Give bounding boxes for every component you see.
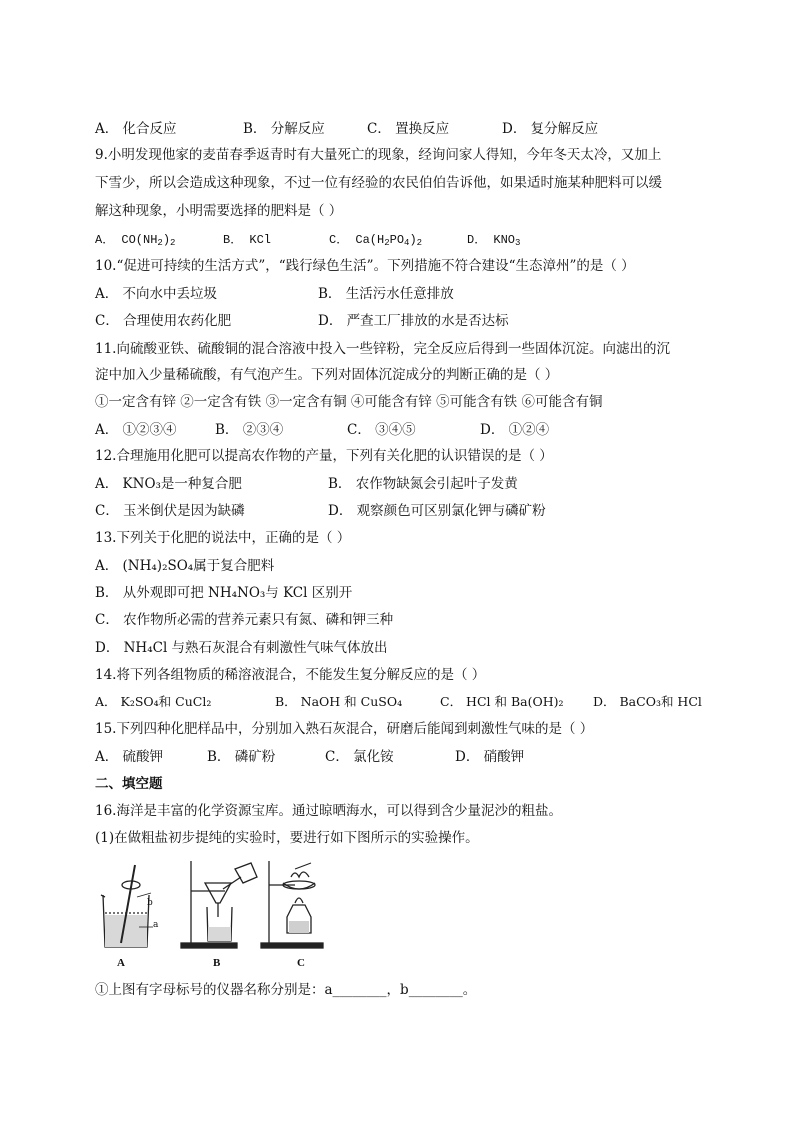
q11-choices: ①一定含有锌 ②一定含有铁 ③一定含有铜 ④可能含有锌 ⑤可能含有铁 ⑥可能含有铜 <box>95 394 603 410</box>
q8-option-d: D． 复分解反应 <box>502 121 599 137</box>
q9-option-b: B． KCl <box>223 233 272 247</box>
mark-b-label: b <box>147 898 153 908</box>
q11-option-c: C． ③④⑤ <box>347 422 416 438</box>
mark-a-label: a <box>153 920 159 930</box>
q16-text: 16.海洋是丰富的化学资源宝库。通过晾晒海水，可以得到含少量泥沙的粗盐。 <box>95 803 562 819</box>
q9-option-c: C． $Ca(H_2PO_4)_2$ <box>329 233 423 248</box>
q12-option-d: D． 观察颜色可区别氯化钾与磷矿粉 <box>328 503 546 519</box>
q11-text-line2: 淀中加入少量稀硫酸，有气泡产生。下列对固体沉淀成分的判断正确的是（ ） <box>95 367 559 383</box>
q12-option-b: B． 农作物缺氮会引起叶子发黄 <box>328 476 518 492</box>
figure-label-a: A <box>117 957 125 969</box>
q14-option-b: B． NaOH 和 CuSO₄ <box>275 694 403 709</box>
q9-text-line1: 9.小明发现他家的麦苗春季返青时有大量死亡的现象，经询问家人得知，今年冬天太冷，又加上 <box>95 147 662 163</box>
q10-option-c: C． 合理使用农药化肥 <box>95 313 232 329</box>
q14-option-a: A． K₂SO₄和 CuCl₂ <box>95 694 212 709</box>
q10-text: 10.“促进可持续的生活方式”，“践行绿色生活”。下列措施不符合建设“生态漳州”的是（ ） <box>95 258 635 274</box>
q15-option-a: A． 硫酸钾 <box>95 749 164 765</box>
q9-option-d: D． $KNO_3$ <box>467 233 521 248</box>
q16-sub1: (1)在做粗盐初步提纯的实验时，要进行如下图所示的实验操作。 <box>95 830 479 846</box>
q10-option-a: A． 不向水中丢垃圾 <box>95 286 218 302</box>
q13-option-d: D． NH₄Cl 与熟石灰混合有刺激性气味气体放出 <box>95 640 388 656</box>
q13-option-a: A． (NH₄)₂SO₄属于复合肥料 <box>95 558 275 574</box>
q12-text: 12.合理施用化肥可以提高农作物的产量，下列有关化肥的认识错误的是（ ） <box>95 448 553 464</box>
q9-text-line2: 下雪少，所以会造成这种现象，不过一位有经验的农民伯伯告诉他，如果适时施某种肥料可以缓 <box>95 175 662 191</box>
q14-option-d: D． BaCO₃和 HCl <box>593 694 702 709</box>
q8-option-b: B． 分解反应 <box>243 121 325 137</box>
q12-option-c: C． 玉米倒伏是因为缺磷 <box>95 503 245 519</box>
q9-text-line3: 解这种现象，小明需要选择的肥料是（ ） <box>95 203 343 219</box>
q11-option-b: B． ②③④ <box>215 422 284 438</box>
q11-option-a: A． ①②③④ <box>95 422 177 438</box>
q11-text-line1: 11.向硫酸亚铁、硫酸铜的混合溶液中投入一些锌粉，完全反应后得到一些固体沉淀。向滤出的沉 <box>95 341 670 357</box>
q11-option-d: D． ①②④ <box>480 422 550 438</box>
apparatus-c-evaporation <box>261 861 323 948</box>
lab-apparatus-diagram <box>95 855 335 955</box>
q15-option-d: D． 硝酸钾 <box>455 749 525 765</box>
q15-option-b: B． 磷矿粉 <box>207 749 276 765</box>
figure-label-b: B <box>213 957 221 969</box>
q13-option-b: B． 从外观即可把 NH₄NO₃与 KCl 区别开 <box>95 585 353 601</box>
section-title: 二、填空题 <box>95 776 163 792</box>
q14-text: 14.将下列各组物质的稀溶液混合，不能发生复分解反应的是（ ） <box>95 667 486 683</box>
q12-option-a: A． KNO₃是一种复合肥 <box>95 476 242 492</box>
q16-sub1-question: ①上图有字母标号的仪器名称分别是：a________，b________。 <box>95 982 477 998</box>
q15-option-c: C． 氯化铵 <box>325 749 394 765</box>
q13-option-c: C． 农作物所必需的营养元素只有氮、磷和钾三种 <box>95 612 394 628</box>
q8-option-a: A． 化合反应 <box>95 121 177 137</box>
q10-option-d: D． 严查工厂排放的水是否达标 <box>318 313 509 329</box>
q13-text: 13.下列关于化肥的说法中，正确的是（ ） <box>95 530 351 546</box>
q9-option-a: A． $CO(NH_2)_2$ <box>95 233 176 248</box>
figure-label-c: C <box>297 957 305 969</box>
apparatus-b-filtration <box>181 861 257 948</box>
q10-option-b: B． 生活污水任意排放 <box>318 286 454 302</box>
q15-text: 15.下列四种化肥样品中，分别加入熟石灰混合，研磨后能闻到刺激性气味的是（ ） <box>95 721 594 737</box>
q8-option-c: C． 置换反应 <box>367 121 450 137</box>
apparatus-a-beaker <box>101 865 153 947</box>
q14-option-c: C． HCl 和 Ba(OH)₂ <box>440 694 564 709</box>
